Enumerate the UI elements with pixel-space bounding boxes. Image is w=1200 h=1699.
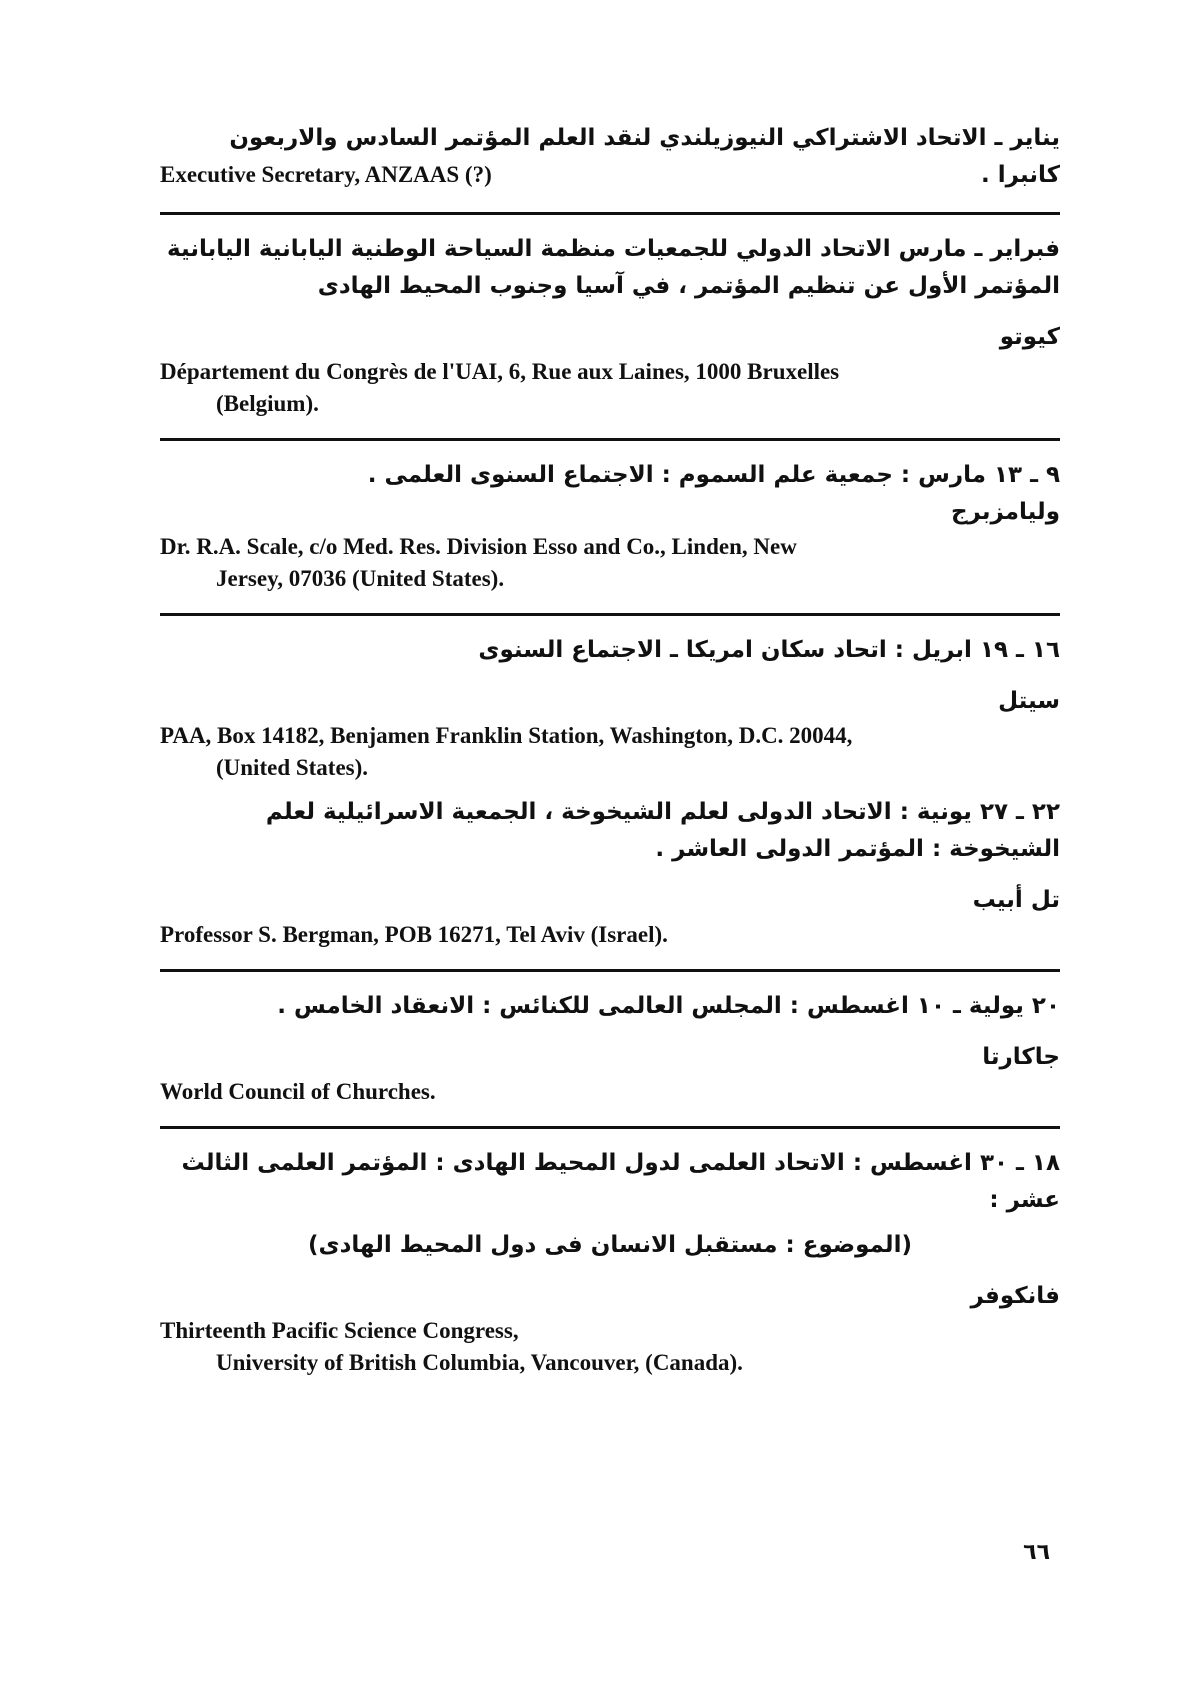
entry-pacific-science bbox=[160, 1145, 1060, 1379]
address-line: (United States). bbox=[216, 755, 369, 780]
entry-arabic-text: ٩ ـ ١٣ مارس : جمعية علم السموم : الاجتماع السنوى العلمى . bbox=[367, 462, 1060, 488]
divider bbox=[160, 1126, 1060, 1129]
entry-address: Professor S. Bergman, POB 16271, Tel Aviv (Israel). bbox=[160, 922, 668, 947]
entry-arabic-text: ٢٠ يولية ـ ١٠ اغسطس : المجلس العالمى للكنائس : الانعقاد الخامس . bbox=[277, 993, 1060, 1019]
address-line: (Belgium). bbox=[216, 391, 319, 416]
entry-address bbox=[160, 356, 1060, 420]
entry-arabic-text: ٢٢ ـ ٢٧ يونية : الاتحاد الدولى لعلم الشيخوخة ، الجمعية الاسرائيلية لعلم الشيخوخة : المؤتمر الدولى العاشر . bbox=[265, 799, 1060, 862]
entry-toxicology bbox=[160, 457, 1060, 595]
entry-city: كانبرا . bbox=[981, 162, 1060, 188]
entry-city: فانكوفر bbox=[970, 1283, 1060, 1309]
entry-arabic-text: ١٨ ـ ٣٠ اغسطس : الاتحاد العلمى لدول المحيط الهادى : المؤتمر العلمى الثالث عشر : bbox=[181, 1150, 1060, 1213]
entry-address bbox=[160, 720, 1060, 784]
entry-address bbox=[160, 531, 1060, 595]
address-line: Thirteenth Pacific Science Congress, bbox=[160, 1318, 519, 1343]
address-line: Département du Congrès de l'UAI, 6, Rue aux Laines, 1000 Bruxelles bbox=[160, 359, 840, 384]
address-line: Jersey, 07036 (United States). bbox=[216, 566, 505, 591]
page-number: ٦٦ bbox=[1023, 1540, 1050, 1565]
entry-city: جاكارتا bbox=[982, 1044, 1060, 1070]
address-line: University of British Columbia, Vancouver, (Canada). bbox=[216, 1350, 743, 1375]
address-line: PAA, Box 14182, Benjamen Franklin Station, Washington, D.C. 20044, bbox=[160, 723, 853, 748]
address-line: Dr. R.A. Scale, c/o Med. Res. Division Esso and Co., Linden, New bbox=[160, 534, 797, 559]
entry-arabic-text: يناير ـ الاتحاد الاشتراكي النيوزيلندي لنقد العلم المؤتمر السادس والاربعون bbox=[229, 125, 1060, 151]
divider bbox=[160, 212, 1060, 215]
entry-uai bbox=[160, 231, 1060, 420]
divider bbox=[160, 613, 1060, 616]
divider bbox=[160, 438, 1060, 441]
entry-address-line bbox=[160, 157, 1060, 194]
page-content bbox=[160, 120, 1060, 1389]
entry-churches bbox=[160, 988, 1060, 1108]
entry-city: وليامزبرج bbox=[950, 499, 1060, 525]
divider bbox=[160, 969, 1060, 972]
entry-city: سيتل bbox=[998, 688, 1060, 714]
entry-arabic-text: ١٦ ـ ١٩ ابريل : اتحاد سكان امريكا ـ الاجتماع السنوى bbox=[478, 637, 1060, 663]
entry-arabic-text: فبراير ـ مارس الاتحاد الدولي للجمعيات منظمة السياحة الوطنية اليابانية اليابانية المؤتمر الأول عن تنظيم المؤتمر ، في آسيا وجنوب المحيط الهادى bbox=[167, 236, 1060, 299]
entry-address bbox=[160, 1315, 1060, 1379]
entry-subject: (الموضوع : مستقبل الانسان فى دول المحيط الهادى) bbox=[308, 1232, 912, 1258]
entry-address: World Council of Churches. bbox=[160, 1079, 436, 1104]
entry-address: Executive Secretary, ANZAAS (?) bbox=[160, 162, 492, 187]
entry-anzaas bbox=[160, 120, 1060, 194]
entry-gerontology bbox=[160, 794, 1060, 951]
entry-paa bbox=[160, 632, 1060, 784]
entry-city: كيوتو bbox=[999, 324, 1060, 350]
entry-city: تل أبيب bbox=[972, 887, 1060, 913]
